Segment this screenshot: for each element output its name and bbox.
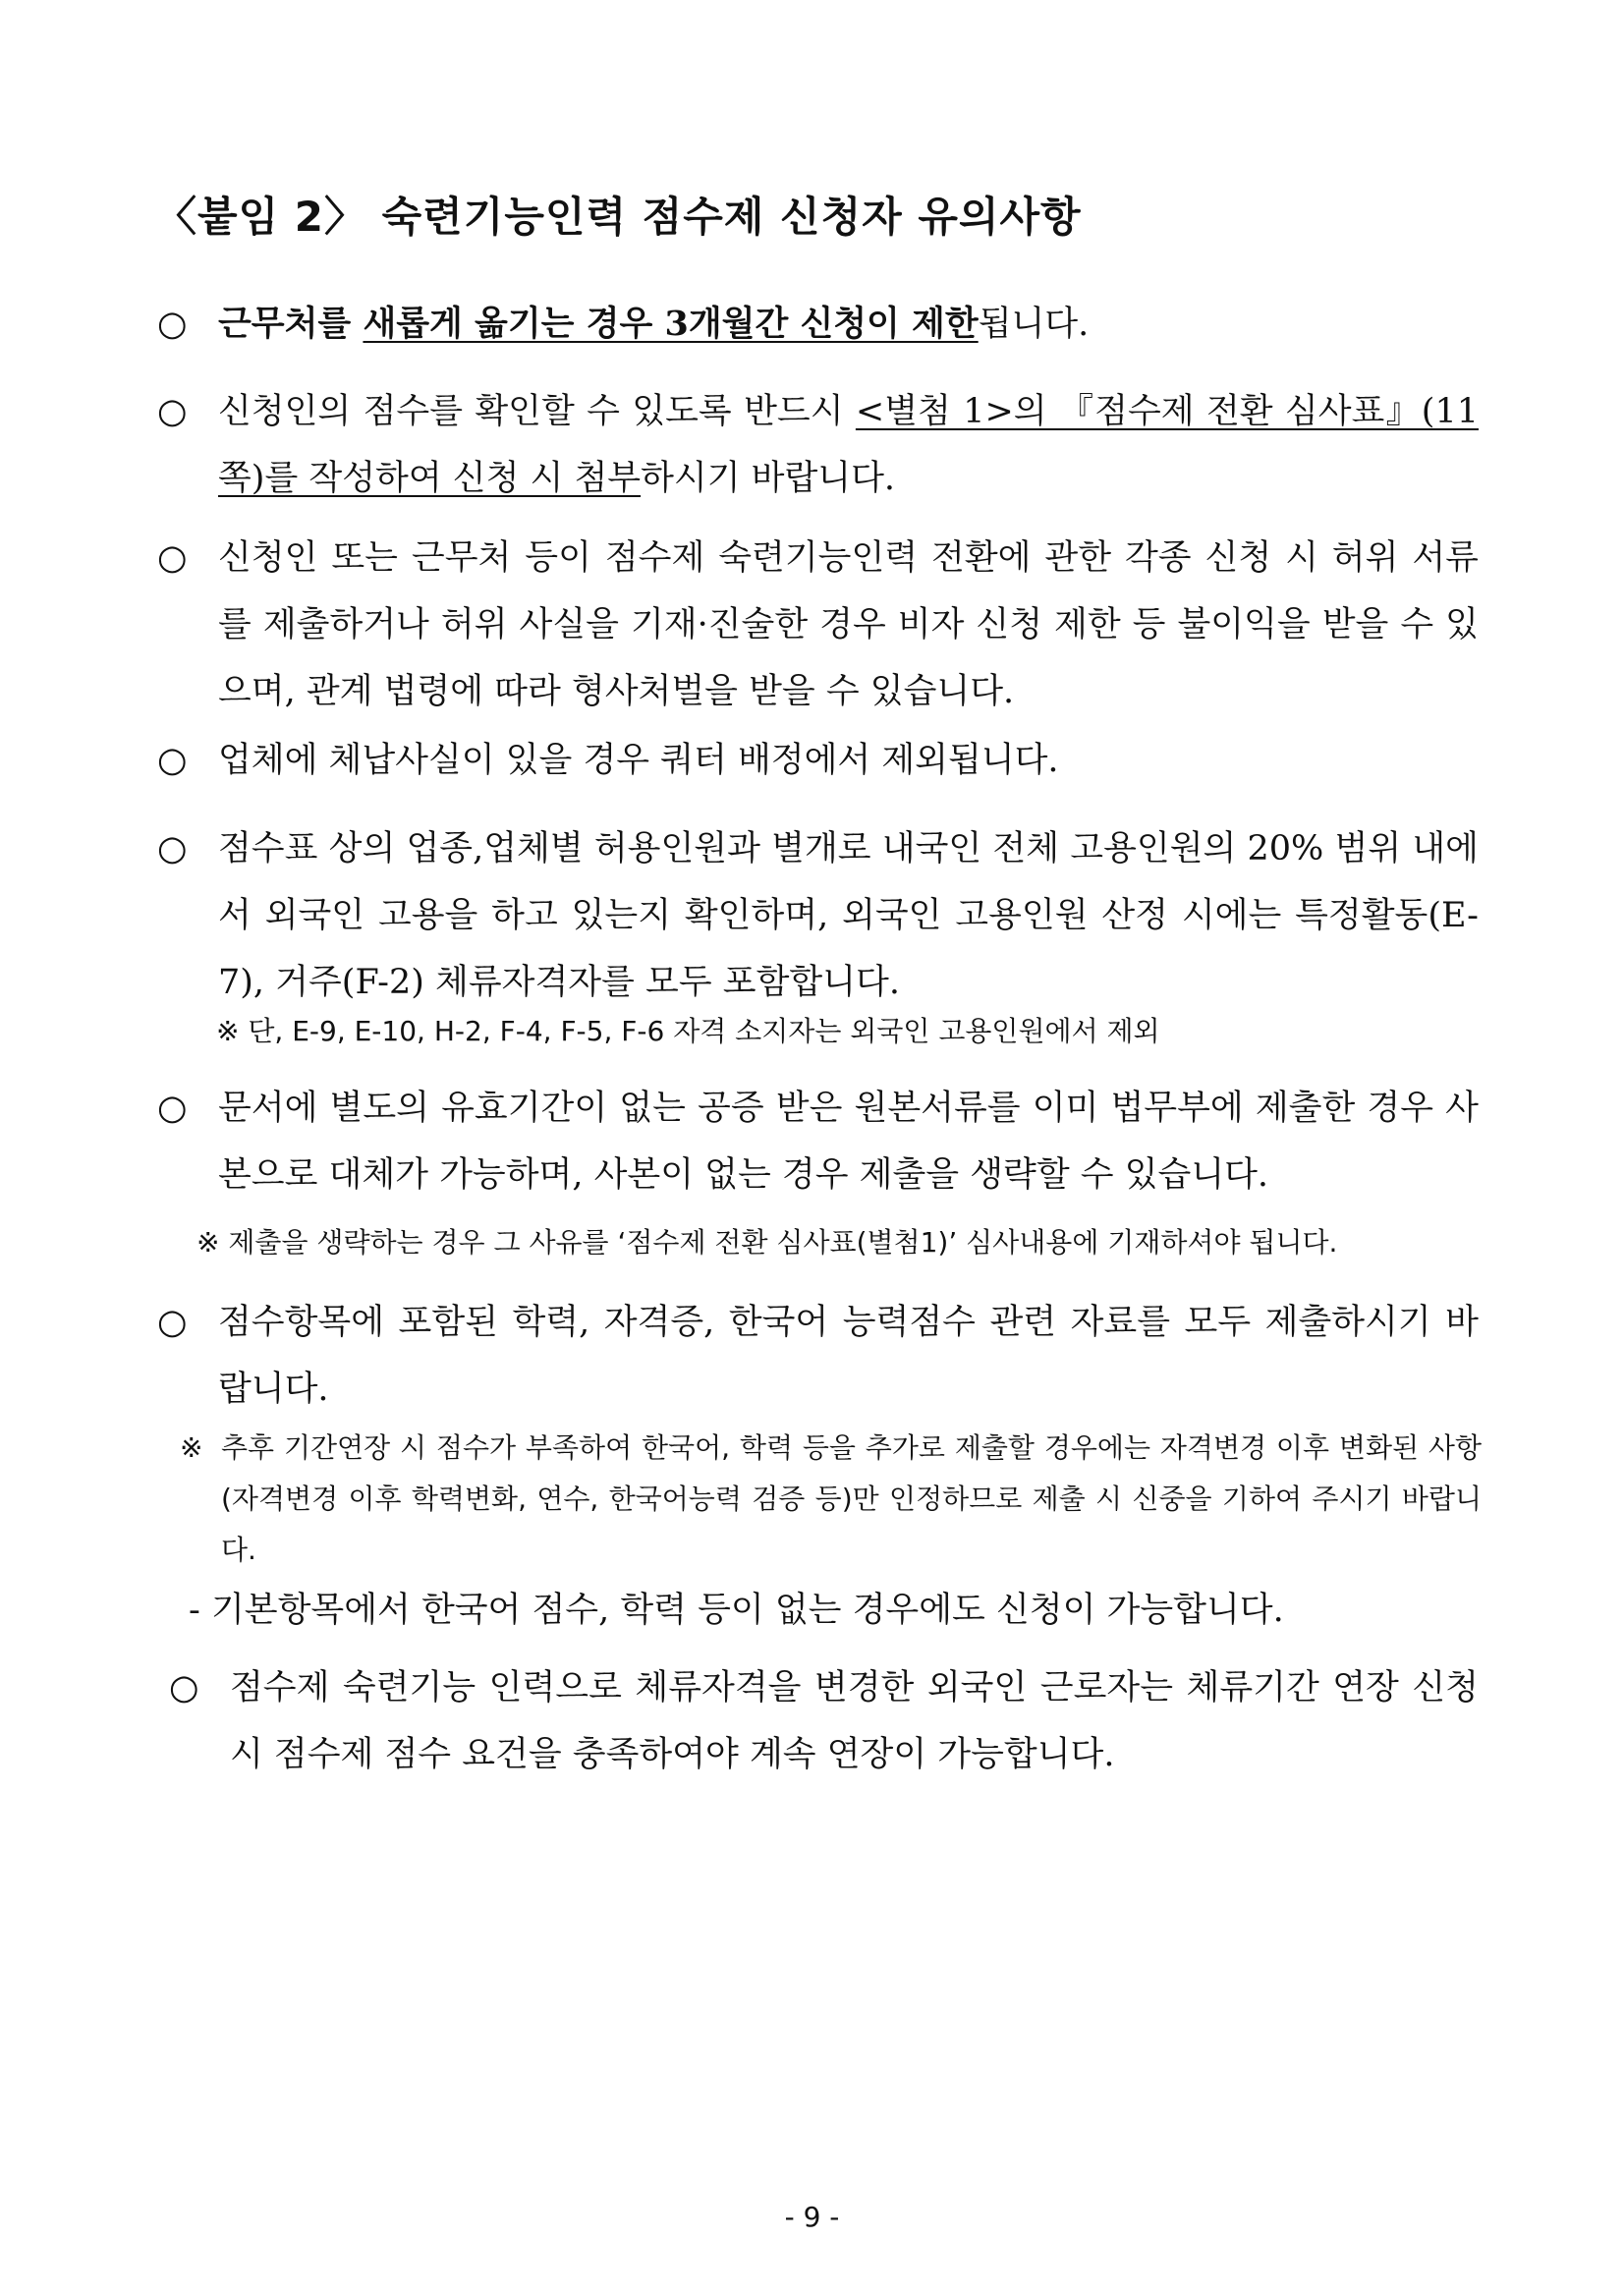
notice-item-7-note: [180, 1423, 1482, 1576]
notice-item-2-text-emphasis: <별첨 1>의 『점수제 전환 심사표』(11쪽)를 작성하여 신청 시 첨부: [218, 392, 1479, 498]
page-title: 〈붙임 2〉 숙련기능인력 점수제 신청자 유의사항: [155, 193, 1082, 241]
notice-item-6: [157, 1075, 1479, 1208]
notice-item-8-text: 점수제 숙련기능 인력으로 체류자격을 변경한 외국인 근로자는 체류기간 연장 신청 시 점수제 점수 요건을 충족하여야 계속 연장이 가능합니다.: [230, 1668, 1479, 1774]
notice-item-7-note-text: 추후 기간연장 시 점수가 부족하여 한국어, 학력 등을 추가로 제출할 경우에는 자격변경 이후 변화된 사항(자격변경 이후 학력변화, 연수, 한국어능력 검증 등)만 인정하므로 제출 시 신중을 기하여 주시기 바랍니다.: [221, 1431, 1482, 1566]
notice-item-2-text-a: 신청인의 점수를 확인할 수 있도록 반드시: [218, 392, 856, 431]
notice-item-5: [157, 815, 1479, 1016]
notice-item-7: [157, 1289, 1479, 1423]
notice-item-7-text: 점수항목에 포함된 학력, 자격증, 한국어 능력점수 관련 자료를 모두 제출하시기 바랍니다.: [218, 1303, 1479, 1409]
notice-item-1-text-emphasis: 새롭게 옮기는 경우 3개월간 신청이 제한: [363, 304, 979, 344]
notice-item-1: [157, 291, 1479, 358]
bullet-circle-icon: ○: [169, 1668, 199, 1708]
notice-item-2-text-c: 하시기 바랍니다.: [641, 459, 895, 498]
notice-item-5-note: ※ 단, E-9, E-10, H-2, F-4, F-5, F-6 자격 소지자는 외국인 고용인원에서 제외: [216, 1015, 1160, 1047]
bullet-circle-icon: ○: [157, 1089, 188, 1128]
bullet-circle-icon: ○: [157, 829, 188, 868]
notice-item-8: [169, 1654, 1479, 1788]
bullet-circle-icon: ○: [157, 305, 188, 344]
notice-item-4: [157, 727, 1479, 794]
notice-item-1-text-a: 근무처를: [218, 304, 364, 344]
notice-item-3: [157, 525, 1479, 725]
reference-mark-icon: ※: [180, 1431, 203, 1464]
page-number: - 9 -: [784, 2201, 840, 2233]
notice-item-4-text: 업체에 체납사실이 있을 경우 쿼터 배정에서 제외됩니다.: [218, 741, 1059, 780]
notice-item-1-text-c: 됩니다.: [978, 305, 1090, 344]
notice-item-6-text: 문서에 별도의 유효기간이 없는 공증 받은 원본서류를 이미 법무부에 제출한 경우 사본으로 대체가 가능하며, 사본이 없는 경우 제출을 생략할 수 있습니다.: [218, 1089, 1479, 1195]
bullet-circle-icon: ○: [157, 392, 188, 431]
bullet-circle-icon: ○: [157, 741, 188, 780]
notice-item-5-text: 점수표 상의 업종,업체별 허용인원과 별개로 내국인 전체 고용인원의 20% 범위 내에서 외국인 고용을 하고 있는지 확인하며, 외국인 고용인원 산정 시에는 특정활동(E-7), 거주(F-2) 체류자격자를 모두 포함합니다.: [218, 829, 1479, 1002]
bullet-circle-icon: ○: [157, 1303, 188, 1342]
bullet-circle-icon: ○: [157, 538, 188, 578]
notice-item-6-note: ※ 제출을 생략하는 경우 그 사유를 ‘점수제 전환 심사표(별첨1)’ 심사내용에 기재하셔야 됩니다.: [196, 1226, 1338, 1259]
notice-item-2: [157, 378, 1479, 512]
notice-item-7-subitem: - 기본항목에서 한국어 점수, 학력 등이 없는 경우에도 신청이 가능합니다.: [189, 1591, 1284, 1630]
notice-item-3-text: 신청인 또는 근무처 등이 점수제 숙련기능인력 전환에 관한 각종 신청 시 허위 서류를 제출하거나 허위 사실을 기재·진술한 경우 비자 신청 제한 등 불이익을 받을 수 있으며, 관계 법령에 따라 형사처벌을 받을 수 있습니다.: [218, 538, 1479, 711]
